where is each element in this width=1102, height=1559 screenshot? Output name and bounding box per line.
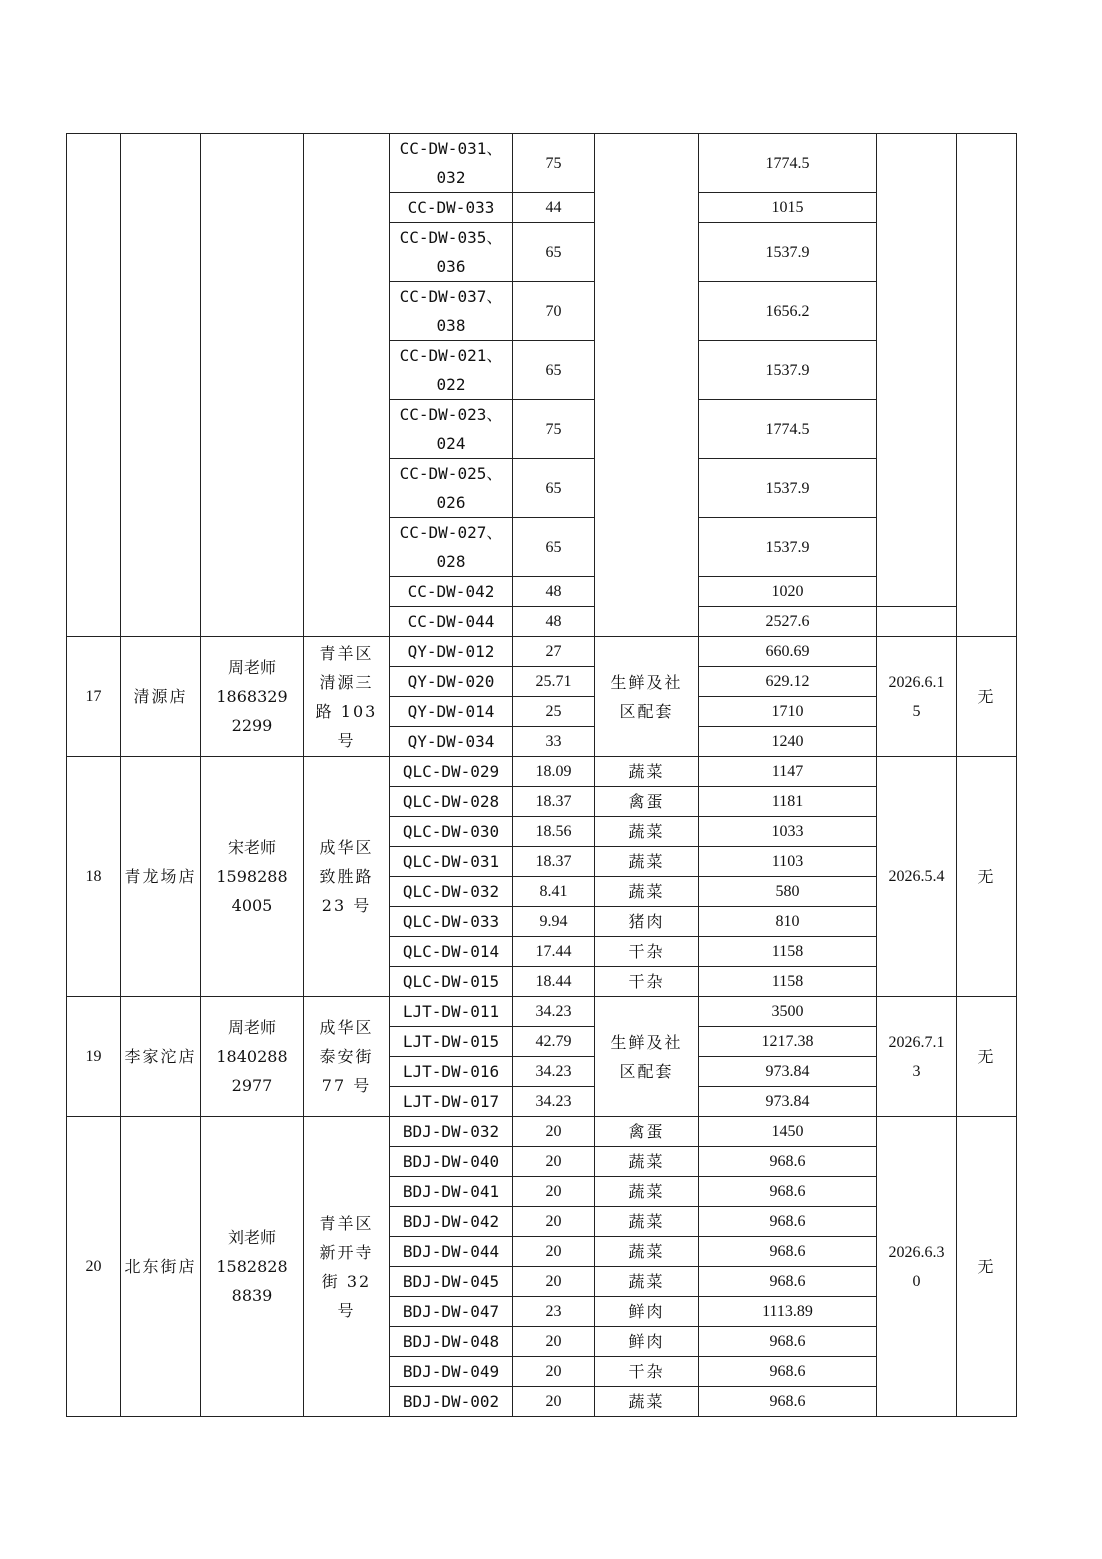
stall-code-cell: BDJ-DW-041 xyxy=(390,1177,513,1207)
rent-cell: 968.6 xyxy=(699,1357,877,1387)
rent-cell: 1537.9 xyxy=(699,459,877,518)
stall-rent-table xyxy=(66,133,1017,1417)
area-cell: 25.71 xyxy=(513,667,595,697)
rent-cell: 968.6 xyxy=(699,1177,877,1207)
area-cell: 18.37 xyxy=(513,847,595,877)
table-row xyxy=(67,1117,1017,1147)
area-cell: 8.41 xyxy=(513,877,595,907)
address-cell: 成华区泰安街 77 号 xyxy=(304,997,390,1117)
stall-code-cell: BDJ-DW-032 xyxy=(390,1117,513,1147)
stall-code-cell: LJT-DW-015 xyxy=(390,1027,513,1057)
area-cell: 23 xyxy=(513,1297,595,1327)
rent-cell: 1113.89 xyxy=(699,1297,877,1327)
area-cell: 20 xyxy=(513,1117,595,1147)
store-name-cell: 北东街店 xyxy=(121,1117,201,1417)
rent-cell: 1033 xyxy=(699,817,877,847)
area-cell: 18.37 xyxy=(513,787,595,817)
area-cell: 65 xyxy=(513,518,595,577)
contact-phone: 15828288839 xyxy=(216,1257,288,1305)
date-cell: 2026.6.30 xyxy=(877,1117,957,1417)
area-cell: 75 xyxy=(513,134,595,193)
category-cell: 干杂 xyxy=(595,967,699,997)
stall-code-cell: BDJ-DW-002 xyxy=(390,1387,513,1417)
stall-code-cell: LJT-DW-011 xyxy=(390,997,513,1027)
store-number-cell: 19 xyxy=(67,997,121,1117)
rent-cell: 2527.6 xyxy=(699,607,877,637)
stall-code-cell: BDJ-DW-048 xyxy=(390,1327,513,1357)
name-cell xyxy=(121,134,201,637)
area-cell: 48 xyxy=(513,607,595,637)
rent-cell: 1537.9 xyxy=(699,341,877,400)
stall-code-cell: QLC-DW-030 xyxy=(390,817,513,847)
stall-code-cell: QLC-DW-014 xyxy=(390,937,513,967)
category-cell: 生鲜及社区配套 xyxy=(595,997,699,1117)
stall-code-cell: QLC-DW-031 xyxy=(390,847,513,877)
stall-code-cell: BDJ-DW-040 xyxy=(390,1147,513,1177)
rent-cell: 1537.9 xyxy=(699,223,877,282)
stall-code-cell: BDJ-DW-042 xyxy=(390,1207,513,1237)
rent-cell: 973.84 xyxy=(699,1057,877,1087)
contact-phone: 18402882977 xyxy=(216,1047,288,1095)
rent-cell: 1181 xyxy=(699,787,877,817)
store-name-cell: 青龙场店 xyxy=(121,757,201,997)
rent-cell: 1147 xyxy=(699,757,877,787)
stall-code-cell: QLC-DW-032 xyxy=(390,877,513,907)
stall-code-cell: LJT-DW-017 xyxy=(390,1087,513,1117)
area-cell: 9.94 xyxy=(513,907,595,937)
store-number-cell: 18 xyxy=(67,757,121,997)
contact-phone: 15982884005 xyxy=(216,867,288,915)
contact-cell xyxy=(201,1117,304,1417)
area-cell: 42.79 xyxy=(513,1027,595,1057)
rent-cell: 580 xyxy=(699,877,877,907)
date-cell: 2026.5.4 xyxy=(877,757,957,997)
stall-code-cell: CC-DW-025、026 xyxy=(390,459,513,518)
date-cell xyxy=(877,607,957,637)
rent-cell: 1710 xyxy=(699,697,877,727)
area-cell: 20 xyxy=(513,1387,595,1417)
area-cell: 20 xyxy=(513,1327,595,1357)
area-cell: 18.56 xyxy=(513,817,595,847)
area-cell: 25 xyxy=(513,697,595,727)
area-cell: 65 xyxy=(513,459,595,518)
category-cell: 蔬菜 xyxy=(595,1207,699,1237)
area-cell: 34.23 xyxy=(513,997,595,1027)
contact-cell xyxy=(201,637,304,757)
address-cell xyxy=(304,134,390,637)
rent-cell: 1103 xyxy=(699,847,877,877)
area-cell: 75 xyxy=(513,400,595,459)
stall-code-cell: QLC-DW-028 xyxy=(390,787,513,817)
area-cell: 20 xyxy=(513,1147,595,1177)
category-cell: 蔬菜 xyxy=(595,1237,699,1267)
rent-cell: 660.69 xyxy=(699,637,877,667)
rent-cell: 968.6 xyxy=(699,1327,877,1357)
rent-cell: 1015 xyxy=(699,193,877,223)
store-number-cell: 20 xyxy=(67,1117,121,1417)
rent-cell: 810 xyxy=(699,907,877,937)
date-cell: 2026.6.15 xyxy=(877,637,957,757)
area-cell: 34.23 xyxy=(513,1087,595,1117)
contact-name: 周老师 xyxy=(227,658,276,677)
store-name-cell: 李家沱店 xyxy=(121,997,201,1117)
table-body xyxy=(67,134,1017,1417)
area-cell: 18.09 xyxy=(513,757,595,787)
stall-code-cell: BDJ-DW-045 xyxy=(390,1267,513,1297)
stall-code-cell: QLC-DW-033 xyxy=(390,907,513,937)
rent-cell: 968.6 xyxy=(699,1237,877,1267)
address-cell: 青羊区清源三路 103 号 xyxy=(304,637,390,757)
area-cell: 44 xyxy=(513,193,595,223)
area-cell: 65 xyxy=(513,223,595,282)
rent-cell: 968.6 xyxy=(699,1207,877,1237)
contact-phone: 18683292299 xyxy=(216,687,288,735)
stall-code-cell: BDJ-DW-047 xyxy=(390,1297,513,1327)
area-cell: 70 xyxy=(513,282,595,341)
contact-name: 刘老师 xyxy=(227,1228,276,1247)
stall-code-cell: CC-DW-033 xyxy=(390,193,513,223)
rent-cell: 973.84 xyxy=(699,1087,877,1117)
stall-code-cell: BDJ-DW-049 xyxy=(390,1357,513,1387)
category-cell: 鲜肉 xyxy=(595,1297,699,1327)
area-cell: 48 xyxy=(513,577,595,607)
stall-code-cell: QLC-DW-015 xyxy=(390,967,513,997)
category-cell: 蔬菜 xyxy=(595,1147,699,1177)
stall-code-cell: CC-DW-031、032 xyxy=(390,134,513,193)
rent-cell: 1158 xyxy=(699,967,877,997)
store-number-cell: 17 xyxy=(67,637,121,757)
category-cell: 蔬菜 xyxy=(595,1387,699,1417)
rent-cell: 1020 xyxy=(699,577,877,607)
note-cell xyxy=(957,134,1017,637)
rent-cell: 968.6 xyxy=(699,1387,877,1417)
category-cell: 禽蛋 xyxy=(595,787,699,817)
contact-name: 宋老师 xyxy=(227,838,276,857)
stall-code-cell: CC-DW-042 xyxy=(390,577,513,607)
address-cell: 成华区致胜路 23 号 xyxy=(304,757,390,997)
category-cell: 干杂 xyxy=(595,937,699,967)
category-cell: 猪肉 xyxy=(595,907,699,937)
no-cell xyxy=(67,134,121,637)
category-cell: 蔬菜 xyxy=(595,877,699,907)
stall-code-cell: CC-DW-021、022 xyxy=(390,341,513,400)
stall-code-cell: CC-DW-037、038 xyxy=(390,282,513,341)
category-cell: 鲜肉 xyxy=(595,1327,699,1357)
store-name-cell: 清源店 xyxy=(121,637,201,757)
rent-cell: 1774.5 xyxy=(699,134,877,193)
rent-cell: 968.6 xyxy=(699,1267,877,1297)
stall-code-cell: QY-DW-034 xyxy=(390,727,513,757)
area-cell: 33 xyxy=(513,727,595,757)
table-row xyxy=(67,637,1017,667)
area-cell: 27 xyxy=(513,637,595,667)
area-cell: 34.23 xyxy=(513,1057,595,1087)
category-cell xyxy=(595,134,699,637)
category-cell: 禽蛋 xyxy=(595,1117,699,1147)
category-cell: 生鲜及社区配套 xyxy=(595,637,699,757)
table-row xyxy=(67,757,1017,787)
note-cell: 无 xyxy=(957,637,1017,757)
category-cell: 蔬菜 xyxy=(595,1177,699,1207)
category-cell: 蔬菜 xyxy=(595,1267,699,1297)
stall-code-cell: QY-DW-012 xyxy=(390,637,513,667)
stall-code-cell: CC-DW-035、036 xyxy=(390,223,513,282)
rent-cell: 1656.2 xyxy=(699,282,877,341)
stall-code-cell: QLC-DW-029 xyxy=(390,757,513,787)
stall-code-cell: CC-DW-023、024 xyxy=(390,400,513,459)
area-cell: 20 xyxy=(513,1207,595,1237)
category-cell: 蔬菜 xyxy=(595,847,699,877)
address-cell: 青羊区新开寺街 32 号 xyxy=(304,1117,390,1417)
rent-cell: 1537.9 xyxy=(699,518,877,577)
rent-cell: 1450 xyxy=(699,1117,877,1147)
stall-code-cell: QY-DW-014 xyxy=(390,697,513,727)
stall-code-cell: CC-DW-027、028 xyxy=(390,518,513,577)
note-cell: 无 xyxy=(957,1117,1017,1417)
rent-cell: 3500 xyxy=(699,997,877,1027)
contact-cell xyxy=(201,757,304,997)
category-cell: 干杂 xyxy=(595,1357,699,1387)
contact-cell xyxy=(201,997,304,1117)
area-cell: 17.44 xyxy=(513,937,595,967)
area-cell: 20 xyxy=(513,1357,595,1387)
rent-cell: 1774.5 xyxy=(699,400,877,459)
category-cell: 蔬菜 xyxy=(595,757,699,787)
contact-cell xyxy=(201,134,304,637)
stall-code-cell: CC-DW-044 xyxy=(390,607,513,637)
area-cell: 20 xyxy=(513,1267,595,1297)
rent-cell: 1240 xyxy=(699,727,877,757)
contact-name: 周老师 xyxy=(227,1018,276,1037)
rent-cell: 629.12 xyxy=(699,667,877,697)
date-cell: 2026.7.13 xyxy=(877,997,957,1117)
area-cell: 20 xyxy=(513,1177,595,1207)
area-cell: 18.44 xyxy=(513,967,595,997)
table-row xyxy=(67,134,1017,193)
rent-cell: 1217.38 xyxy=(699,1027,877,1057)
stall-code-cell: LJT-DW-016 xyxy=(390,1057,513,1087)
note-cell: 无 xyxy=(957,997,1017,1117)
stall-code-cell: QY-DW-020 xyxy=(390,667,513,697)
area-cell: 65 xyxy=(513,341,595,400)
date-cell xyxy=(877,134,957,607)
note-cell: 无 xyxy=(957,757,1017,997)
table-row xyxy=(67,997,1017,1027)
category-cell: 蔬菜 xyxy=(595,817,699,847)
stall-code-cell: BDJ-DW-044 xyxy=(390,1237,513,1267)
rent-cell: 968.6 xyxy=(699,1147,877,1177)
area-cell: 20 xyxy=(513,1237,595,1267)
rent-cell: 1158 xyxy=(699,937,877,967)
